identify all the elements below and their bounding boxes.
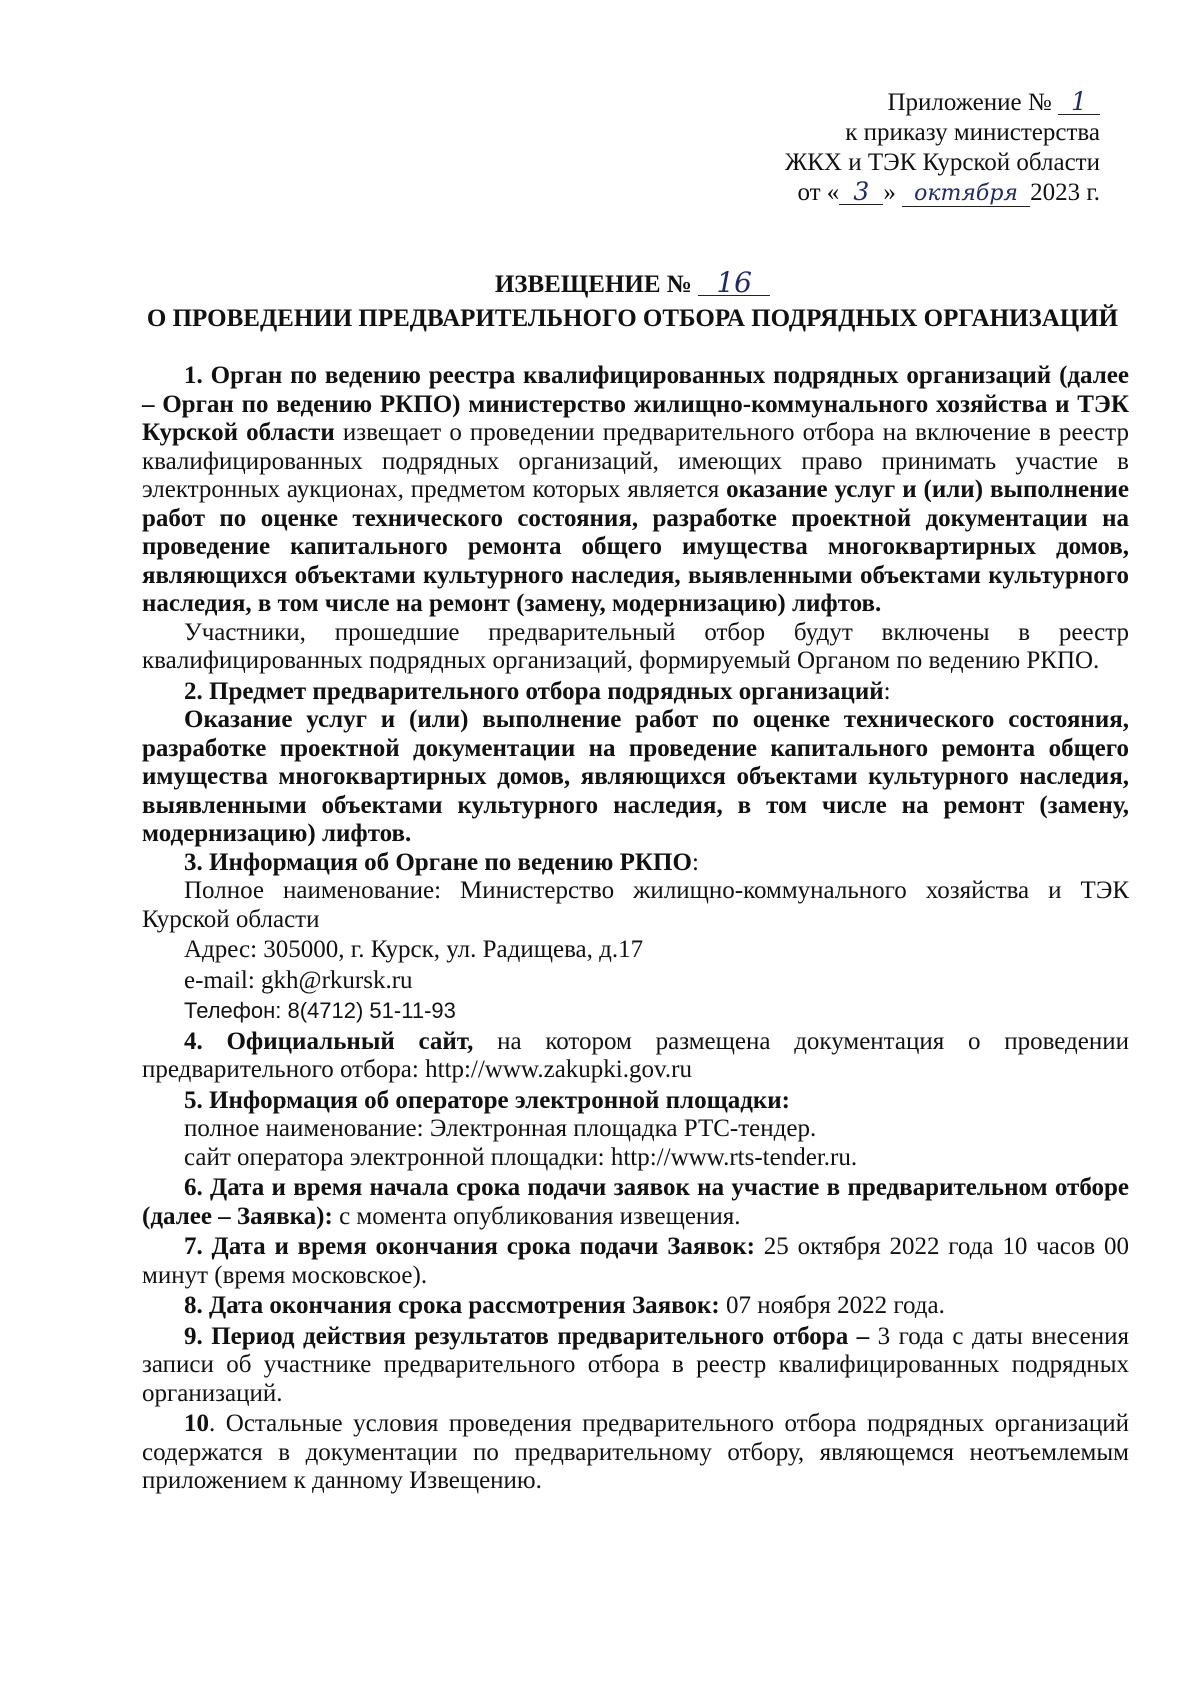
section-1-participants: Участники, прошедшие предварительный отбор будут включены в реестр квалифицированных подрядных организаций, формируемый Органом по ведению РКПО. bbox=[142, 618, 1129, 674]
section-3-title: 3. Информация об Органе по ведению РКПО bbox=[184, 848, 692, 876]
section-9-text: 3 года с даты внесения записи об участнике предварительного отбора в реестр квалифицированных подрядных организаций. bbox=[142, 1322, 1129, 1407]
section-7 bbox=[142, 1233, 1129, 1290]
appendix-label: Приложение № bbox=[887, 89, 1052, 116]
section-3-email: e-mail: gkh@rkursk.ru bbox=[184, 966, 413, 994]
date-day: 3 bbox=[839, 180, 883, 205]
date-mid: » bbox=[883, 179, 896, 206]
section-3-heading bbox=[142, 849, 1129, 878]
section-9 bbox=[142, 1323, 1129, 1409]
section-1-text: извещает о проведении предварительного отбора на включение в реестр квалифицированных подрядных организаций, имеющих право принимать участие в электронных аукционах, предметом которых является bbox=[142, 419, 1129, 503]
section-4-text: на котором размещена документация о проведении предварительного отбора: http://www.zakupki.gov.ru bbox=[142, 1027, 1129, 1083]
section-1 bbox=[142, 362, 1129, 619]
appendix-block bbox=[770, 88, 1100, 208]
section-3-address: Адрес: 305000, г. Курск, ул. Радищева, д.17 bbox=[184, 936, 644, 963]
section-1-subject: оказание услуг и (или) выполнение работ по оценке технического состояния, разработке проектной документации на проведение капитального ремонта общего имущества многоквартирных домов, являющихся объектами культурного наследия, выявленными объектами культурного наследия, в том числе на ремонт (замену, модернизацию) лифтов. bbox=[142, 476, 1129, 617]
appendix-line-1 bbox=[770, 88, 1100, 118]
section-6 bbox=[142, 1174, 1129, 1231]
section-4 bbox=[142, 1028, 1129, 1085]
section-10-bold: 10 bbox=[184, 1410, 209, 1437]
date-prefix: от « bbox=[797, 179, 840, 206]
date-year: 2023 г. bbox=[1030, 179, 1100, 206]
section-8-bold: 8. Дата окончания срока рассмотрения Заявок: bbox=[184, 1292, 720, 1319]
appendix-line-2: к приказу министерства bbox=[845, 119, 1100, 146]
section-3-colon: : bbox=[691, 848, 699, 876]
phone-text: Телефон: 8(4712) 51-11-93 bbox=[184, 998, 456, 1023]
section-5-site: сайт оператора электронной площадки: http://www.rts-tender.ru. bbox=[184, 1143, 858, 1171]
notice-title-line-1 bbox=[140, 268, 1125, 302]
section-8 bbox=[142, 1292, 1129, 1321]
section-4-bold: 4. Официальный сайт, bbox=[184, 1027, 474, 1055]
section-7-text: 25 октября 2022 года 10 часов 00 минут (время московское). bbox=[142, 1233, 1129, 1289]
section-7-bold: 7. Дата и время окончания срока подачи Заявок: bbox=[184, 1233, 755, 1260]
section-5-name: полное наименование: Электронная площадка РТС-тендер. bbox=[184, 1115, 817, 1142]
section-10-text: . Остальные условия проведения предварительного отбора подрядных организаций содержатся в документации по предварительному отбору, являющемся неотъемлемым приложением к данному Извещению. bbox=[142, 1410, 1129, 1494]
notice-title-prefix: ИЗВЕЩЕНИЕ № bbox=[494, 271, 692, 298]
section-3-fullname: Полное наименование: Министерство жилищно-коммунального хозяйства и ТЭК Курской области bbox=[142, 877, 1129, 933]
section-2-subject: Оказание услуг и (или) выполнение работ по оценке технического состояния, разработке проектной документации на проведение капитального ремонта общего имущества многоквартирных домов, являющихся объектами культурного наследия, выявленными объектами культурного наследия, в том числе на ремонт (замену, модернизацию) лифтов. bbox=[142, 706, 1129, 847]
section-9-bold: 9. Период действия результатов предварительного отбора – bbox=[184, 1322, 870, 1350]
section-5-heading bbox=[142, 1087, 1129, 1116]
notice-title-line-2: О ПРОВЕДЕНИИ ПРЕДВАРИТЕЛЬНОГО ОТБОРА ПОДРЯДНЫХ ОРГАНИЗАЦИЙ bbox=[146, 305, 1119, 332]
notice-number: 16 bbox=[698, 271, 770, 296]
appendix-line-3: ЖКХ и ТЭК Курской области bbox=[784, 149, 1100, 176]
notice-title bbox=[140, 268, 1125, 336]
date-month: октября bbox=[902, 182, 1030, 207]
section-2-colon: : bbox=[883, 677, 891, 705]
section-2-text bbox=[142, 706, 1129, 849]
section-2-heading bbox=[142, 678, 1129, 707]
section-8-text: 07 ноября 2022 года. bbox=[719, 1292, 945, 1319]
section-6-text: с момента опубликования извещения. bbox=[332, 1202, 741, 1230]
section-3-phone bbox=[142, 997, 1129, 1026]
appendix-date-line bbox=[770, 178, 1100, 208]
section-1-bold: 1. Орган по ведению реестра квалифицированных подрядных организаций (далее – Орган по ведению РКПО) министерство жилищно-коммунального хозяйства и ТЭК Курской области bbox=[142, 362, 1129, 446]
appendix-number: 1 bbox=[1058, 90, 1100, 115]
section-2-title: 2. Предмет предварительного отбора подрядных организаций bbox=[184, 677, 884, 705]
section-6-bold: 6. Дата и время начала срока подачи заявок на участие в предварительном отборе (далее – Заявка): bbox=[142, 1174, 1129, 1230]
notice-body bbox=[142, 362, 1129, 1496]
section-5-title: 5. Информация об операторе электронной площадки: bbox=[184, 1086, 790, 1114]
section-10 bbox=[142, 1410, 1129, 1496]
